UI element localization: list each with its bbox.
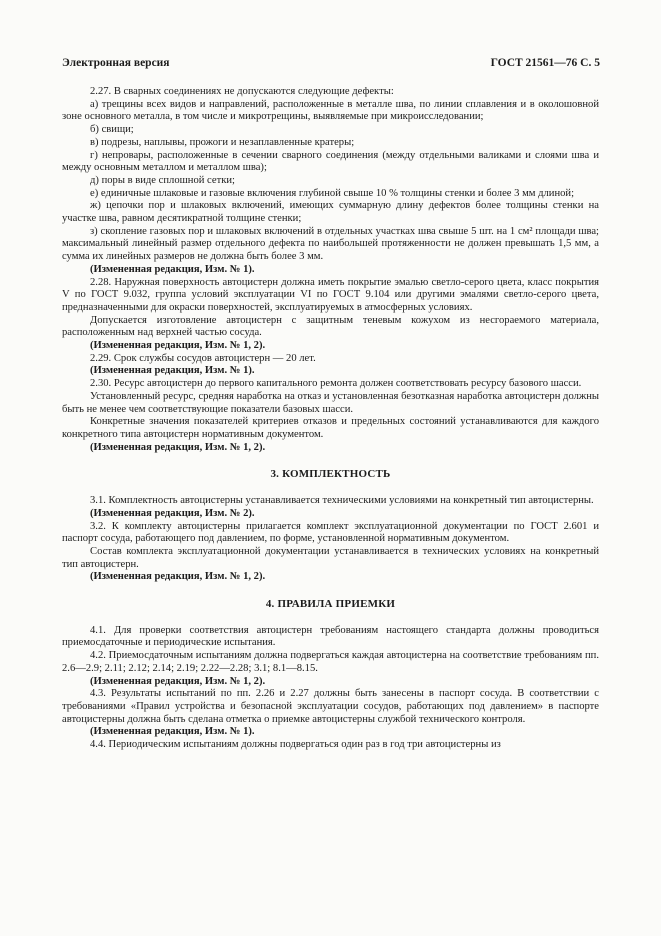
defect-item-z: з) скопление газовых пор и шлаковых включений в отдельных участках шва свыше 5 шт. на 1 см² площади шва; максимальный линейный размер отдельного дефекта по наибольшей протяженности не должен превышать 1,5 мм, а сумма их линейных размеров не должна быть более 3 мм.: [62, 225, 599, 263]
revision-note: (Измененная редакция, Изм. № 1, 2).: [90, 441, 266, 453]
defect-item-b: б) свищи;: [90, 124, 134, 136]
paragraph-2-29: 2.29. Срок службы сосудов автоцистерн — 20 лет.: [90, 352, 316, 364]
revision-note: (Измененная редакция, Изм. № 1, 2).: [90, 571, 266, 583]
paragraph-4-3: 4.3. Результаты испытаний по пп. 2.26 и 2.27 должны быть занесены в паспорт сосуда. В соответствии с требованиями «Правил устройства и безопасной эксплуатации сосудов, работающих под давлением» в паспорте автоцистерны должна быть сделана отметка о приемке автоцистерны службой технического контроля.: [62, 688, 599, 725]
revision-note: (Измененная редакция, Изм. № 1, 2).: [90, 675, 266, 687]
defect-item-d: д) поры в виде сплошной сетки;: [90, 174, 235, 186]
edition-label: Электронная версия: [62, 57, 170, 69]
paragraph-4-4: 4.4. Периодическим испытаниям должны подвергаться один раз в год три автоцистерны из: [90, 739, 501, 751]
revision-note: (Измененная редакция, Изм. № 1).: [90, 263, 255, 275]
defect-item-g: г) непровары, расположенные в сечении сварного соединения (между отдельными валиками и слоями шва и между основным металлом и металлом шва);: [62, 149, 599, 174]
paragraph-2-30-criteria: Конкретные значения показателей критериев отказов и предельных состояний устанавливаются для каждого конкретного типа автоцистерн нормативным документом.: [62, 416, 599, 440]
defect-item-a: а) трещины всех видов и направлений, расположенные в металле шва, по линии сплавления и в околошовной зоне основного металла, в том числе и микротрещины, выявляемые при микроисследовании;: [62, 98, 599, 123]
paragraph-3-2: 3.2. К комплекту автоцистерны прилагается комплект эксплуатационной документации по ГОСТ 2.601 и паспорт сосуда, работающего под давлением, по форме, установленной нормативным документом.: [62, 520, 599, 545]
paragraph-2-28: 2.28. Наружная поверхность автоцистерн должна иметь покрытие эмалью светло-серого цвета, класс покрытия V по ГОСТ 9.032, группа условий эксплуатации VI по ГОСТ 9.104 или другими эмалями светло-серого цвета, предназначенными для окраски поверхностей, эксплуатируемых в атмосферных условиях.: [62, 276, 599, 313]
paragraph-2-28-extra: Допускается изготовление автоцистерн с защитным теневым кожухом из несгораемого материала, расположенным над верхней частью сосуда.: [62, 314, 599, 339]
paragraph-2-30: 2.30. Ресурс автоцистерн до первого капитального ремонта должен соответствовать ресурсу базового шасси.: [90, 378, 582, 390]
revision-note: (Измененная редакция, Изм. № 2).: [90, 507, 255, 519]
revision-note: (Измененная редакция, Изм. № 1, 2).: [90, 340, 266, 352]
paragraph-3-1: 3.1. Комплектность автоцистерны устанавливается техническими условиями на конкретный тип автоцистерны.: [90, 495, 594, 507]
paragraph-2-30-resource: Установленный ресурс, средняя наработка на отказ и установленная безотказная наработка автоцистерн должны быть не менее чем соответствующие показатели базовых шасси.: [62, 390, 599, 415]
document-body: [62, 86, 599, 752]
defect-item-v: в) подрезы, наплывы, прожоги и незаплавленные кратеры;: [90, 136, 355, 148]
revision-note: (Измененная редакция, Изм. № 1).: [90, 365, 255, 377]
defect-item-zh: ж) цепочки пор и шлаковых включений, имеющих суммарную длину дефектов более толщины стенки на участке шва, равном десятикратной толщине стенки;: [62, 200, 599, 225]
paragraph-3-2-extra: Состав комплекта эксплуатационной документации устанавливается в технических условиях на конкретный тип автоцистерн.: [62, 545, 599, 570]
section-heading-acceptance: 4. ПРАВИЛА ПРИЕМКИ: [265, 598, 396, 611]
standard-page-number: ГОСТ 21561—76 С. 5: [490, 57, 600, 69]
section-heading-completeness: 3. КОМПЛЕКТНОСТЬ: [270, 468, 391, 481]
defect-item-e: е) единичные шлаковые и газовые включения глубиной свыше 10 % толщины стенки и более 3 мм длиной;: [90, 187, 575, 199]
paragraph-2-27: 2.27. В сварных соединениях не допускаются следующие дефекты:: [90, 86, 394, 97]
paragraph-4-1: 4.1. Для проверки соответствия автоцистерн требованиям настоящего стандарта должны проводиться приемосдаточные и периодические испытания.: [62, 624, 599, 649]
paragraph-4-2: 4.2. Приемосдаточным испытаниям должна подвергаться каждая автоцистерна на соответствие требованиям пп. 2.6—2.9; 2.11; 2.12; 2.14; 2.19; 2.22—2.28; 3.1; 8.1—8.15.: [62, 650, 599, 674]
revision-note: (Измененная редакция, Изм. № 1).: [90, 726, 255, 738]
